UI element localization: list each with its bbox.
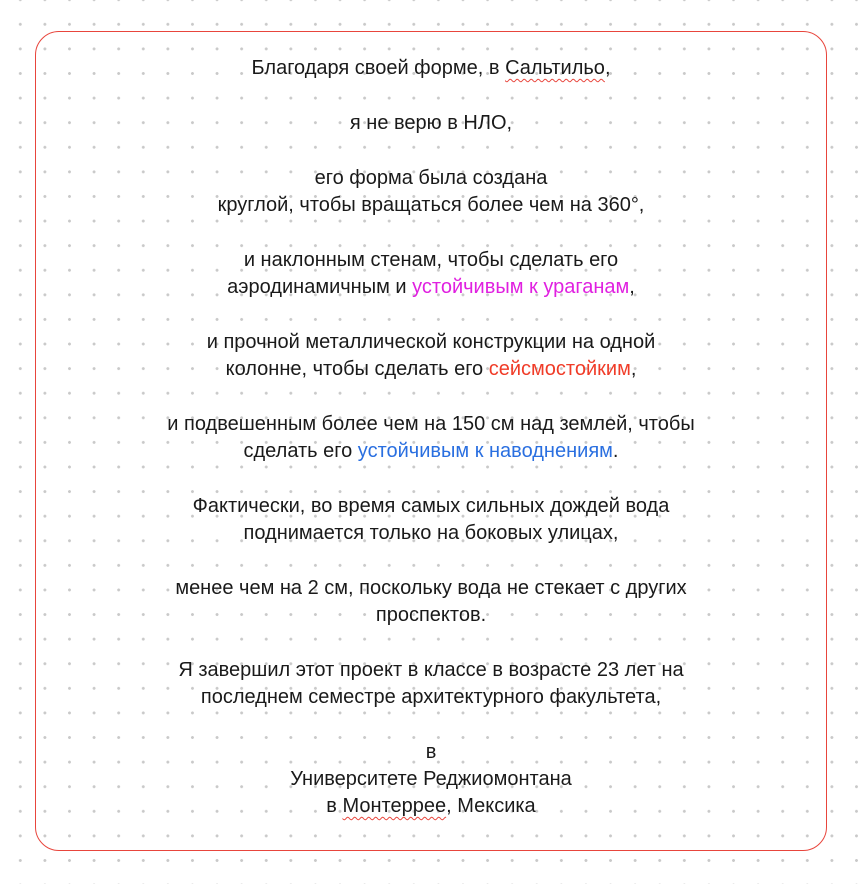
paragraph-line	[35, 274, 827, 301]
paragraph-line: в	[425, 741, 437, 763]
paragraph-intro	[35, 55, 827, 82]
paragraph-flood	[35, 411, 827, 465]
misspelled-word-monterrey[interactable]: Монтеррее	[342, 795, 447, 817]
paragraph-line	[35, 356, 827, 383]
paragraph-line: проспектов.	[375, 604, 487, 626]
paragraph-rain	[35, 493, 827, 547]
paragraph-line: Я завершил этот проект в классе в возрасте 23 лет на	[178, 659, 684, 681]
paragraph-line: круглой, чтобы вращаться более чем на 360°,	[217, 194, 645, 216]
text-span: аэродинамичным и	[227, 276, 413, 298]
text-span: колонне, чтобы сделать его	[225, 358, 489, 380]
misspelled-word-saltillo[interactable]: Сальтильо	[505, 57, 605, 79]
paragraph-line	[35, 793, 827, 820]
paragraph-university	[35, 739, 827, 820]
paragraph-hurricane	[35, 247, 827, 301]
text-span: ,	[630, 358, 637, 380]
text-span: сделать его	[243, 440, 358, 462]
paragraph-line: поднимается только на боковых улицах,	[243, 522, 619, 544]
paragraph-ufo	[35, 110, 827, 137]
paragraph-line: менее чем на 2 см, поскольку вода не стекает с других	[175, 577, 687, 599]
text-span: Благодаря своей форме, в	[251, 57, 506, 79]
paragraph-line: его форма была создана	[314, 167, 548, 189]
paragraph-line: Университете Реджиомонтана	[290, 768, 572, 790]
paragraph-line: и прочной металлической конструкции на одной	[206, 331, 656, 353]
paragraph-line: и наклонным стенам, чтобы сделать его	[243, 249, 619, 271]
paragraph-earthquake	[35, 329, 827, 383]
paragraph-line: Фактически, во время самых сильных дождей вода	[192, 495, 670, 517]
paragraph-round-shape	[35, 165, 827, 219]
paragraph-project	[35, 657, 827, 711]
text-block	[35, 31, 827, 820]
text-span: ,	[604, 57, 611, 79]
highlight-flood-resistant: устойчивым к наводнениям	[357, 440, 613, 462]
paragraph-line: я не верю в НЛО,	[349, 112, 513, 134]
paragraph-line	[35, 438, 827, 465]
paragraph-water	[35, 575, 827, 629]
text-span: ,	[629, 276, 635, 298]
highlight-hurricane-resistant: устойчивым к ураганам	[412, 276, 630, 298]
paragraph-line	[35, 55, 827, 82]
highlight-earthquake-resistant: сейсмостойким	[488, 358, 631, 380]
paragraph-line: последнем семестре архитектурного факультета,	[200, 686, 662, 708]
text-span: .	[612, 440, 619, 462]
paragraph-line: и подвешенным более чем на 150 см над землей, чтобы	[167, 413, 695, 435]
text-span: , Мексика	[446, 795, 536, 817]
text-span: в	[326, 795, 343, 817]
